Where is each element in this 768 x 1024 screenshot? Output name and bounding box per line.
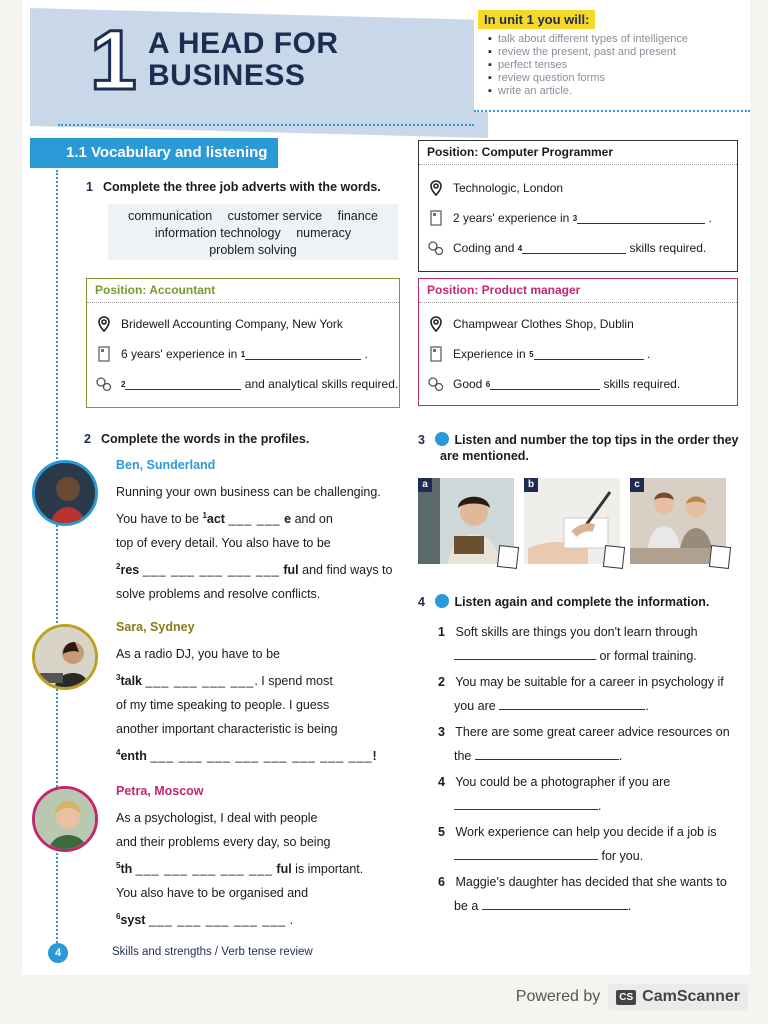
profile-line: As a radio DJ, you have to be (116, 647, 280, 661)
item-post: . (627, 899, 632, 913)
gap-number: 6 (485, 379, 491, 389)
gears-icon (427, 239, 445, 257)
job-location: Technologic, London (453, 181, 564, 195)
answer-blank[interactable] (125, 378, 241, 390)
word: customer service (227, 209, 323, 223)
avatar-ben (32, 460, 98, 526)
item-number: 2 (438, 675, 445, 689)
item-line2: be a (454, 899, 479, 913)
word-start: syst (120, 913, 146, 928)
job-advert-product-manager (418, 278, 738, 406)
word-after: ! (372, 749, 377, 764)
skills-post: skills required. (629, 241, 707, 255)
item-text: Soft skills are things you don't learn through (455, 625, 698, 639)
location-pin-icon (427, 179, 445, 197)
profile-line: You have to be $^1$act ___ ___ e and on (116, 511, 333, 527)
experience-text: 6 years' experience in (121, 347, 238, 361)
profile-line: top of every detail. You also have to be (116, 536, 331, 551)
ex4-item-1 (438, 620, 698, 668)
ex4-item-4 (438, 770, 670, 818)
ex3-number: 3 (418, 433, 425, 447)
skills-post: and analytical skills required. (244, 377, 399, 391)
skills-text: Good (453, 377, 483, 391)
location-pin-icon (427, 315, 445, 333)
skills-text: Coding and (453, 241, 515, 255)
job-location: Champwear Clothes Shop, Dublin (453, 317, 634, 331)
item-line2: you are (454, 699, 496, 713)
answer-blank[interactable] (534, 348, 644, 360)
answer-blank[interactable] (522, 242, 626, 254)
job-skills-row (427, 239, 706, 257)
profile-name-petra: Petra, Moscow (116, 784, 204, 798)
ex4-item-3 (438, 720, 730, 768)
gap-number: 1 (202, 511, 207, 520)
profile-line: of my time speaking to people. I guess (116, 698, 330, 713)
word-end: ful (276, 862, 292, 877)
photo-label: a (418, 478, 432, 492)
objectives-list (488, 33, 750, 98)
item-number: 3 (438, 725, 445, 739)
unit-title-line2: BUSINESS (148, 59, 306, 92)
audio-icon (435, 432, 449, 446)
camscanner-logo-text: CamScanner (642, 988, 740, 1005)
footer-text: Skills and strengths / Verb tense review (112, 946, 313, 958)
objective-item: ▪ review question forms (498, 72, 750, 85)
experience-text: 2 years' experience in (453, 211, 570, 225)
avatar-sara (32, 624, 98, 690)
document-icon (427, 209, 445, 227)
gap-number: 6 (116, 912, 121, 922)
objective-item: ▪ talk about different types of intelligence (498, 33, 750, 46)
ex3-instruction-line2: are mentioned. (440, 449, 529, 463)
ex2-instruction-text: Complete the words in the profiles. (100, 432, 310, 446)
skills-post: skills required. (603, 377, 681, 391)
profile-line: Running your own business can be challenging. (116, 485, 381, 499)
avatar-petra (32, 786, 98, 852)
word-start: res (120, 563, 140, 578)
profile-line: $^2$res ___ ___ ___ ___ ___ ful and find ways to (116, 562, 393, 578)
answer-blank[interactable] (499, 698, 645, 710)
answer-box-a[interactable] (497, 545, 519, 569)
gap-number: 1 (240, 349, 246, 359)
profile-line: $^4$enth ___ ___ ___ ___ ___ ___ ___ ___! (116, 748, 377, 764)
job-skills-row (95, 375, 398, 393)
gap-number: 4 (116, 748, 121, 758)
location-pin-icon (95, 315, 113, 333)
profile-line: You also have to be organised and (116, 886, 309, 901)
section-title: 1.1 Vocabulary and listening (30, 138, 278, 168)
item-text: You could be a photographer if you are (455, 775, 671, 789)
word-after: is important. (295, 862, 364, 877)
ex4-item-2 (438, 670, 724, 718)
profile-name-ben: Ben, Sunderland (116, 458, 216, 472)
profile-line-text: You have to be (116, 512, 199, 527)
document-icon (95, 345, 113, 363)
answer-blank[interactable] (454, 648, 596, 660)
word-row (108, 208, 398, 225)
answer-box-c[interactable] (709, 545, 731, 569)
objective-item: ▪ write an article. (498, 85, 750, 98)
gap-number: 2 (116, 562, 121, 572)
word-after: . I spend most (254, 674, 333, 689)
camscanner-logo (608, 984, 748, 1010)
item-post: . (598, 799, 602, 813)
gears-icon (95, 375, 113, 393)
objective-item: ▪ perfect tenses (498, 59, 750, 72)
document-icon (427, 345, 445, 363)
word-start: act (206, 512, 225, 527)
audio-icon (435, 594, 449, 608)
item-number: 1 (438, 625, 445, 639)
unit-objectives (474, 8, 750, 112)
job-location-row (95, 315, 343, 333)
answer-blank[interactable] (454, 848, 598, 860)
gap-number: 3 (116, 673, 121, 682)
word-end: e (284, 512, 292, 527)
word-after: . (289, 913, 294, 928)
gap-number: 4 (517, 243, 523, 253)
profile-text-sara (116, 642, 377, 768)
job-advert-programmer (418, 140, 738, 272)
job-advert-accountant (86, 278, 400, 408)
ex4-number: 4 (418, 595, 425, 609)
photo-label: c (630, 478, 644, 492)
item-text: You may be suitable for a career in psychology if (455, 675, 724, 689)
unit-title (148, 28, 339, 92)
word-row (108, 225, 398, 242)
job-skills-row (427, 375, 680, 393)
profile-name-sara: Sara, Sydney (116, 620, 195, 634)
profile-line: As a psychologist, I deal with people (116, 811, 318, 825)
gears-icon (427, 375, 445, 393)
job-location: Bridewell Accounting Company, New York (121, 317, 343, 331)
profile-line: another important characteristic is being (116, 722, 338, 737)
answer-blank[interactable] (454, 798, 598, 810)
answer-blank[interactable] (482, 898, 628, 910)
item-number: 5 (438, 825, 445, 839)
ex1-number: 1 (86, 180, 93, 194)
profile-line: $^5$th ___ ___ ___ ___ ___ ful is important. (116, 861, 364, 877)
job-experience-row: Experience in 5 . (427, 345, 650, 363)
job-title: Position: Computer Programmer (419, 141, 737, 165)
word: finance (337, 209, 378, 223)
experience-text: Experience in (453, 347, 526, 361)
page-number: 4 (48, 943, 68, 963)
objective-item: ▪ review the present, past and present (498, 46, 750, 59)
profile-text-petra (116, 806, 363, 932)
word-after: and find ways to (302, 563, 393, 578)
item-text: Maggie's daughter has decided that she wants to (455, 875, 727, 889)
word: communication (128, 209, 213, 223)
profile-line: $^6$syst ___ ___ ___ ___ ___ . (116, 912, 294, 928)
job-title: Position: Accountant (87, 279, 399, 303)
answer-box-b[interactable] (603, 545, 625, 569)
objectives-heading: In unit 1 you will: (478, 10, 595, 29)
job-experience-row: 2 years' experience in 3 . (427, 209, 712, 227)
item-line2: the (454, 749, 472, 763)
item-text: There are some great career advice resources on (455, 725, 730, 739)
word-box (108, 204, 398, 260)
word-after: and on (294, 512, 333, 527)
job-title: Position: Product manager (419, 279, 737, 303)
ex2-number: 2 (84, 432, 91, 446)
ex4-instruction (418, 594, 709, 609)
powered-by-text: Powered by (515, 988, 601, 1005)
photo-label: b (524, 478, 538, 492)
item-number: 6 (438, 875, 445, 889)
job-experience-row: 6 years' experience in 1 . (95, 345, 368, 363)
word: information technology (154, 226, 281, 240)
gap-number: 3 (572, 213, 578, 223)
item-post: or formal training. (599, 649, 697, 663)
job-location-row (427, 315, 634, 333)
answer-blank[interactable] (490, 378, 600, 390)
ex3-instruction-line1: Listen and number the top tips in the order they (454, 433, 739, 447)
answer-blank[interactable] (577, 212, 705, 224)
item-number: 4 (438, 775, 445, 789)
profile-line: solve problems and resolve conflicts. (116, 587, 321, 602)
camscanner-logo-icon: CS (616, 990, 636, 1005)
word-start: talk (120, 674, 142, 689)
header-divider (58, 124, 474, 126)
ex4-instruction-text: Listen again and complete the information. (454, 595, 710, 609)
item-text: Work experience can help you decide if a job is (455, 825, 717, 839)
profile-line: $^3$talk ___ ___ ___ ___. I spend most (116, 673, 333, 689)
ex4-item-5 (438, 820, 717, 868)
profile-line: and their problems every day, so being (116, 835, 331, 849)
gap-number: 2 (121, 379, 126, 389)
word: numeracy (296, 226, 352, 240)
gap-number: 5 (116, 861, 121, 870)
ex4-item-6 (438, 870, 727, 918)
workbook-page (22, 0, 750, 975)
answer-blank[interactable] (475, 748, 619, 760)
item-post: . (645, 699, 649, 713)
profile-text-ben (116, 480, 392, 606)
word-start: enth (120, 749, 147, 764)
ex3-instruction (418, 432, 738, 464)
unit-number: 1 (90, 13, 137, 107)
ex1-instruction-text: Complete the three job adverts with the words. (102, 180, 381, 194)
word-row (108, 242, 398, 259)
unit-title-line1: A HEAD FOR (148, 27, 339, 60)
gap-number: 5 (529, 349, 534, 359)
word-start: th (120, 862, 133, 877)
job-location-row (427, 179, 563, 197)
ex1-instruction (86, 180, 381, 194)
item-post: for you. (601, 849, 644, 863)
item-post: . (618, 749, 623, 763)
camscanner-watermark (516, 984, 748, 1010)
word-end: ful (283, 563, 299, 578)
ex2-instruction (84, 432, 309, 446)
word: problem solving (209, 243, 297, 257)
answer-blank[interactable] (245, 348, 361, 360)
